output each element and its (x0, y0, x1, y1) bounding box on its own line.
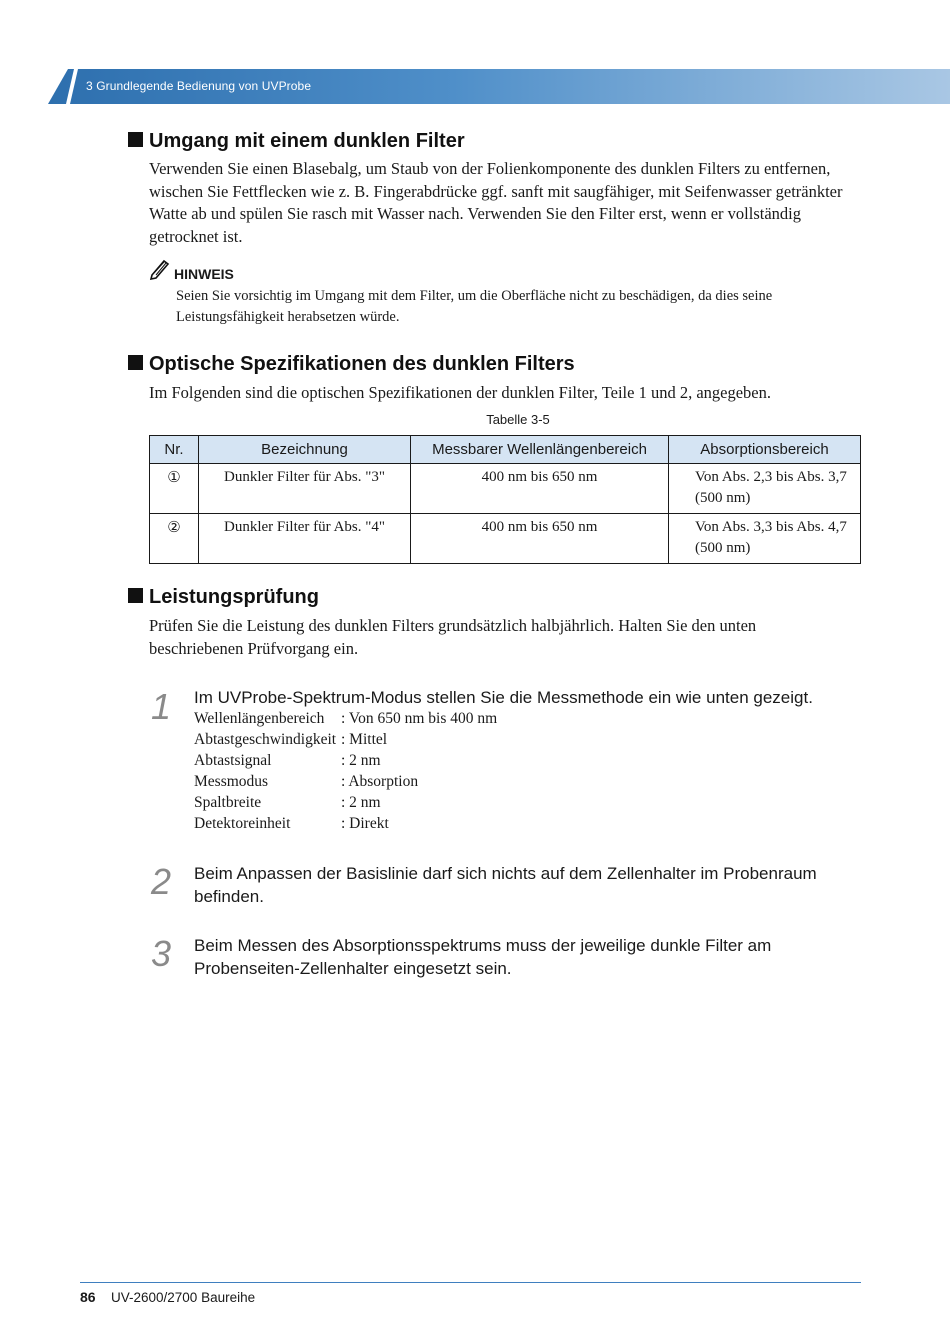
note-text: Seien Sie vorsichtig im Umgang mit dem Filter, um die Oberfläche nicht zu beschädigen, da dies seine Leistungsfähigkeit herabsetzen würde. (176, 288, 773, 325)
table-caption: Tabelle 3-5 (486, 412, 550, 427)
footer-divider (80, 1282, 861, 1283)
page-number: 86 (80, 1289, 96, 1305)
cell-nr: ② (150, 514, 199, 564)
section-title-text: Umgang mit einem dunklen Filter (149, 130, 465, 152)
cell-bezeichnung: Dunkler Filter für Abs. "3" (199, 464, 411, 514)
step-number: 2 (151, 861, 172, 902)
cell-absorption (669, 514, 861, 564)
cell-wellenlaenge: 400 nm bis 650 nm (411, 464, 669, 514)
parameter-label: Wellenlängenbereich (194, 710, 325, 727)
step-number: 1 (151, 686, 172, 727)
note-label: HINWEIS (174, 266, 234, 282)
parameter-label: Abtastgeschwindigkeit (194, 731, 337, 748)
parameter-value: : Mittel (341, 731, 388, 748)
section-body-leistung: Prüfen Sie die Leistung des dunklen Filters grundsätzlich halbjährlich. Halten Sie den unten beschriebenen Prüfvorgang ein. (149, 616, 757, 658)
parameter-value: : 2 nm (341, 752, 381, 769)
parameter-label: Spaltbreite (194, 794, 262, 811)
square-bullet-icon (128, 588, 143, 603)
absorption-range: Von Abs. 3,3 bis Abs. 4,7 (695, 519, 847, 535)
step-number: 3 (151, 933, 172, 974)
parameter-label: Messmodus (194, 773, 269, 790)
column-header-nr: Nr. (150, 436, 199, 464)
absorption-range: Von Abs. 2,3 bis Abs. 3,7 (695, 469, 847, 485)
table-row (150, 514, 861, 564)
chapter-title: 3 Grundlegende Bedienung von UVProbe (86, 79, 312, 93)
section-title-text: Leistungsprüfung (149, 586, 319, 608)
section-heading-leistung (128, 586, 319, 609)
section-title-text: Optische Spezifikationen des dunklen Filters (149, 353, 575, 375)
pencil-note-icon (149, 258, 171, 280)
section-heading-optische (128, 353, 575, 376)
table-header-row (150, 436, 861, 464)
absorption-wavelength: (500 nm) (695, 490, 751, 506)
cell-wellenlaenge: 400 nm bis 650 nm (411, 514, 669, 564)
spec-table (149, 435, 861, 564)
step-text: Beim Messen des Absorptionsspektrums muss der jeweilige dunkle Filter am Probenseiten-Zellenhalter eingesetzt sein. (194, 936, 772, 978)
column-header-bezeichnung: Bezeichnung (199, 436, 411, 464)
column-header-wellenlaenge: Messbarer Wellenlängenbereich (411, 436, 669, 464)
parameter-label: Detektoreinheit (194, 815, 291, 832)
section-body-umgang: Verwenden Sie einen Blasebalg, um Staub von der Folienkomponente des dunklen Filters zu entfernen, wischen Sie Fettflecken wie z. B. Fingerabdrücke ggf. sanft mit saugfähiger, mit Seifenwasser getränkter Watte ab und spülen Sie rasch mit Wasser nach. Verwenden Sie den Filter erst, wenn er vollständig getrocknet ist. (149, 159, 843, 246)
parameter-value: : Absorption (341, 773, 419, 790)
section-body-optische: Im Folgenden sind die optischen Spezifikationen der dunklen Filter, Teile 1 und 2, angegeben. (149, 383, 771, 402)
parameter-value: : 2 nm (341, 794, 381, 811)
column-header-absorption: Absorptionsbereich (669, 436, 861, 464)
section-heading-umgang (128, 130, 465, 153)
cell-nr: ① (150, 464, 199, 514)
table-row (150, 464, 861, 514)
absorption-wavelength: (500 nm) (695, 540, 751, 556)
cell-absorption (669, 464, 861, 514)
parameter-label: Abtastsignal (194, 752, 272, 769)
step-text: Beim Anpassen der Basislinie darf sich nichts auf dem Zellenhalter im Probenraum befinden. (194, 864, 817, 906)
footer-title: UV-2600/2700 Baureihe (111, 1290, 256, 1305)
square-bullet-icon (128, 355, 143, 370)
step-text: Im UVProbe-Spektrum-Modus stellen Sie die Messmethode ein wie unten gezeigt. (194, 688, 813, 707)
cell-bezeichnung: Dunkler Filter für Abs. "4" (199, 514, 411, 564)
square-bullet-icon (128, 132, 143, 147)
parameter-value: : Direkt (341, 815, 389, 832)
parameter-value: : Von 650 nm bis 400 nm (341, 710, 498, 727)
